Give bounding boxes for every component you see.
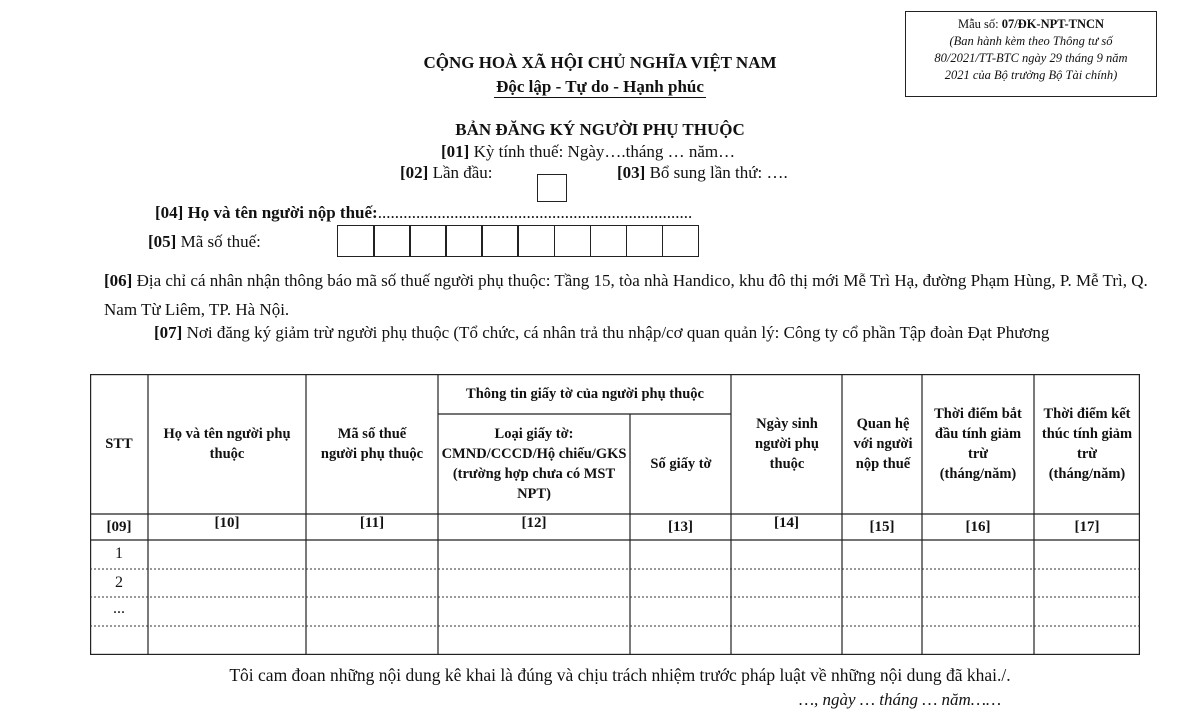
field-07-text: Nơi đăng ký giảm trừ người phụ thuộc (Tổ chức, cá nhân trả thu nhập/cơ quan quản lý: Công ty cổ phần Tập đoàn Đạt Phương xyxy=(182,323,1050,342)
field-03 xyxy=(617,163,788,183)
document-title: BẢN ĐĂNG KÝ NGƯỜI PHỤ THUỘC xyxy=(455,120,745,139)
field-05 xyxy=(148,232,261,252)
header-doc-group: Thông tin giấy tờ của người phụ thuộc xyxy=(466,386,704,402)
field-05-text: Mã số thuế: xyxy=(176,232,261,251)
motto xyxy=(300,77,900,97)
code-12: [12] xyxy=(521,515,547,531)
tax-code-cell[interactable] xyxy=(409,225,447,257)
field-04 xyxy=(155,203,692,223)
tax-code-cell[interactable] xyxy=(337,225,375,257)
tax-code-cell[interactable] xyxy=(662,225,700,257)
field-01-text: Kỳ tính thuế: Ngày….tháng … năm… xyxy=(469,142,736,161)
code-16: [16] xyxy=(965,519,991,535)
header-start: Thời điểm bắt đầu tính giảm trừ (tháng/năm) xyxy=(934,406,1022,482)
code-13: [13] xyxy=(668,519,693,535)
code-17: [17] xyxy=(1074,519,1100,535)
field-02 xyxy=(400,163,493,183)
form-issued-line-3: 2021 của Bộ trưởng Bộ Tài chính) xyxy=(944,68,1118,82)
first-time-checkbox[interactable] xyxy=(537,174,567,202)
form-issued-line-1: (Ban hành kèm theo Thông tư số xyxy=(949,34,1113,48)
header-doc-number: Số giấy tờ xyxy=(650,456,712,472)
field-06-code: [06] xyxy=(104,271,133,290)
form-code-line xyxy=(958,17,1104,31)
tax-code-cell[interactable] xyxy=(373,225,411,257)
table-row-stt: 2 xyxy=(115,574,123,591)
table-row-stt: ... xyxy=(113,600,125,617)
tax-code-cell[interactable] xyxy=(517,225,555,257)
form-code-label: Mẫu số: xyxy=(957,17,1002,31)
tax-code-cell[interactable] xyxy=(590,225,628,257)
tax-code-cell[interactable] xyxy=(626,225,664,257)
commitment-text: Tôi cam đoan những nội dung kê khai là đúng và chịu trách nhiệm trước pháp luật về những nội dung đã khai./. xyxy=(229,665,1011,685)
code-15: [15] xyxy=(869,519,895,535)
form-issued-line-2: 80/2021/TT-BTC ngày 29 tháng 9 năm xyxy=(934,51,1128,65)
header-end: Thời điểm kết thúc tính giảm trừ (tháng/năm) xyxy=(1041,406,1133,482)
motto-text: Độc lập - Tự do - Hạnh phúc xyxy=(496,77,704,96)
field-04-dots[interactable]: .......................................................................... xyxy=(377,203,693,222)
field-03-text: Bổ sung lần thứ: …. xyxy=(645,163,788,182)
date-line: …, ngày … tháng … năm…… xyxy=(798,690,1002,709)
dependents-table xyxy=(90,374,1140,655)
form-code: 07/ĐK-NPT-TNCN xyxy=(1001,17,1105,31)
field-06 xyxy=(104,266,1154,324)
field-04-label: [04] Họ và tên người nộp thuế: xyxy=(155,203,378,222)
tax-code-cell[interactable] xyxy=(554,225,592,257)
field-02-code: [02] xyxy=(400,163,429,182)
code-11: [11] xyxy=(359,515,385,531)
tax-code-cell[interactable] xyxy=(481,225,519,257)
field-01-code: [01] xyxy=(441,142,470,161)
table-row-stt: 1 xyxy=(115,545,123,562)
form-code-box xyxy=(905,11,1157,97)
tax-code-cells[interactable] xyxy=(337,225,699,257)
field-07 xyxy=(104,322,1154,344)
header-name: Họ và tên người phụ thuộc xyxy=(163,426,291,462)
field-07-code: [07] xyxy=(154,323,183,342)
code-14: [14] xyxy=(774,515,799,531)
field-01 xyxy=(441,142,735,162)
header-relation: Quan hệ với người nộp thuế xyxy=(853,416,913,472)
field-03-code: [03] xyxy=(617,163,646,182)
field-02-text: Lần đầu: xyxy=(428,163,493,182)
header-stt: STT xyxy=(105,436,133,452)
header-doc-type: Loại giấy tờ: CMND/CCCD/Hộ chiếu/GKS (trường hợp chưa có MST NPT) xyxy=(441,426,627,502)
field-05-code: [05] xyxy=(148,232,177,251)
nation-heading: CỘNG HOÀ XÃ HỘI CHỦ NGHĨA VIỆT NAM xyxy=(423,53,777,72)
tax-code-cell[interactable] xyxy=(445,225,483,257)
header-birth: Ngày sinh người phụ thuộc xyxy=(755,416,819,472)
field-06-text: Địa chỉ cá nhân nhận thông báo mã số thuế người phụ thuộc: Tầng 15, tòa nhà Handico, khu đô thị mới Mễ Trì Hạ, đường Phạm Hùng, P. Mễ Trì, Q. Nam Từ Liêm, TP. Hà Nội. xyxy=(104,271,1148,319)
header-tax-code: Mã số thuế người phụ thuộc xyxy=(320,426,424,462)
code-10: [10] xyxy=(214,515,240,531)
code-09: [09] xyxy=(106,519,132,535)
